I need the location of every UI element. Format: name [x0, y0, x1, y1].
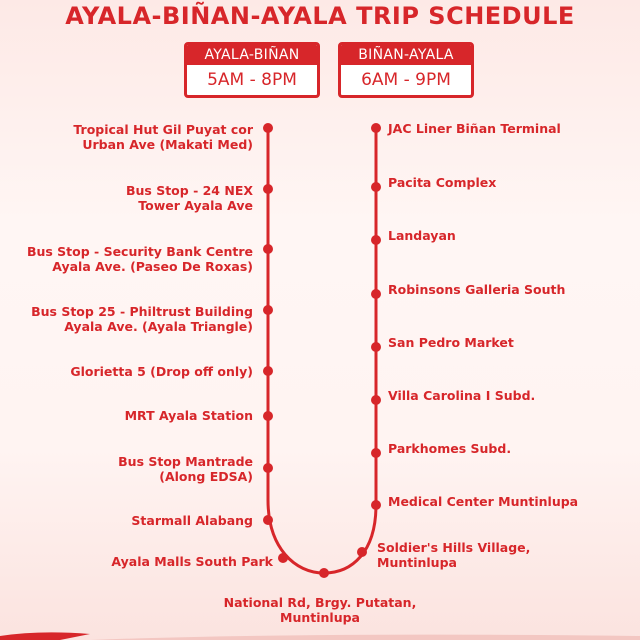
stop-label: Bus Stop - Security Bank Centre Ayala Ave. (Paseo De Roxas): [26, 244, 253, 274]
stop-label: Ayala Malls South Park: [111, 554, 273, 569]
stop-dot: [263, 305, 273, 315]
stop-dot: [263, 411, 273, 421]
stop-label: Bus Stop 25 - Philtrust Building Ayala Ave. (Ayala Triangle): [31, 304, 253, 334]
stop-dot: [319, 568, 329, 578]
stop-label: Villa Carolina I Subd.: [388, 388, 536, 403]
stop-dot: [371, 395, 381, 405]
stop-dot: [357, 547, 367, 557]
stop-label: Pacita Complex: [388, 175, 497, 190]
stop-label: Parkhomes Subd.: [388, 441, 512, 456]
route-line: [268, 128, 376, 573]
page-title: AYALA-BIÑAN-AYALA TRIP SCHEDULE: [65, 2, 575, 30]
bottom-decoration: [0, 628, 640, 640]
stop-label: Medical Center Muntinlupa: [388, 494, 579, 509]
stop-dot: [371, 500, 381, 510]
stop-dot: [371, 123, 381, 133]
stop-dot: [263, 515, 273, 525]
stop-label: Starmall Alabang: [131, 513, 253, 528]
route-label: AYALA-BIÑAN: [187, 45, 317, 65]
route-label: BIÑAN-AYALA: [341, 45, 471, 65]
stop-dot: [371, 289, 381, 299]
stop-label: Robinsons Galleria South: [388, 282, 566, 297]
stop-dot: [263, 184, 273, 194]
stop-dot: [371, 448, 381, 458]
stop-label: Bus Stop Mantrade (Along EDSA): [118, 454, 253, 484]
stop-dot: [371, 182, 381, 192]
stop-label: Bus Stop - 24 NEX Tower Ayala Ave: [125, 183, 253, 213]
stop-label: Landayan: [388, 228, 456, 243]
stop-label: Glorietta 5 (Drop off only): [70, 364, 253, 379]
stop-dot: [263, 244, 273, 254]
stop-label: Soldier's Hills Village, Muntinlupa: [377, 540, 531, 570]
stop-dot: [263, 123, 273, 133]
stop-label: JAC Liner Biñan Terminal: [388, 121, 561, 136]
route-hours: 5AM - 8PM: [207, 70, 297, 90]
stop-label: MRT Ayala Station: [124, 408, 253, 423]
stop-label: Tropical Hut Gil Puyat cor Urban Ave (Makati Med): [73, 122, 253, 152]
stop-dot: [278, 553, 288, 563]
stop-dot: [371, 342, 381, 352]
stop-label: National Rd, Brgy. Putatan, Muntinlupa: [223, 595, 417, 625]
stop-dot: [371, 235, 381, 245]
stop-dot: [263, 463, 273, 473]
stop-label: San Pedro Market: [388, 335, 514, 350]
stop-dot: [263, 366, 273, 376]
route-hours: 6AM - 9PM: [361, 70, 451, 90]
